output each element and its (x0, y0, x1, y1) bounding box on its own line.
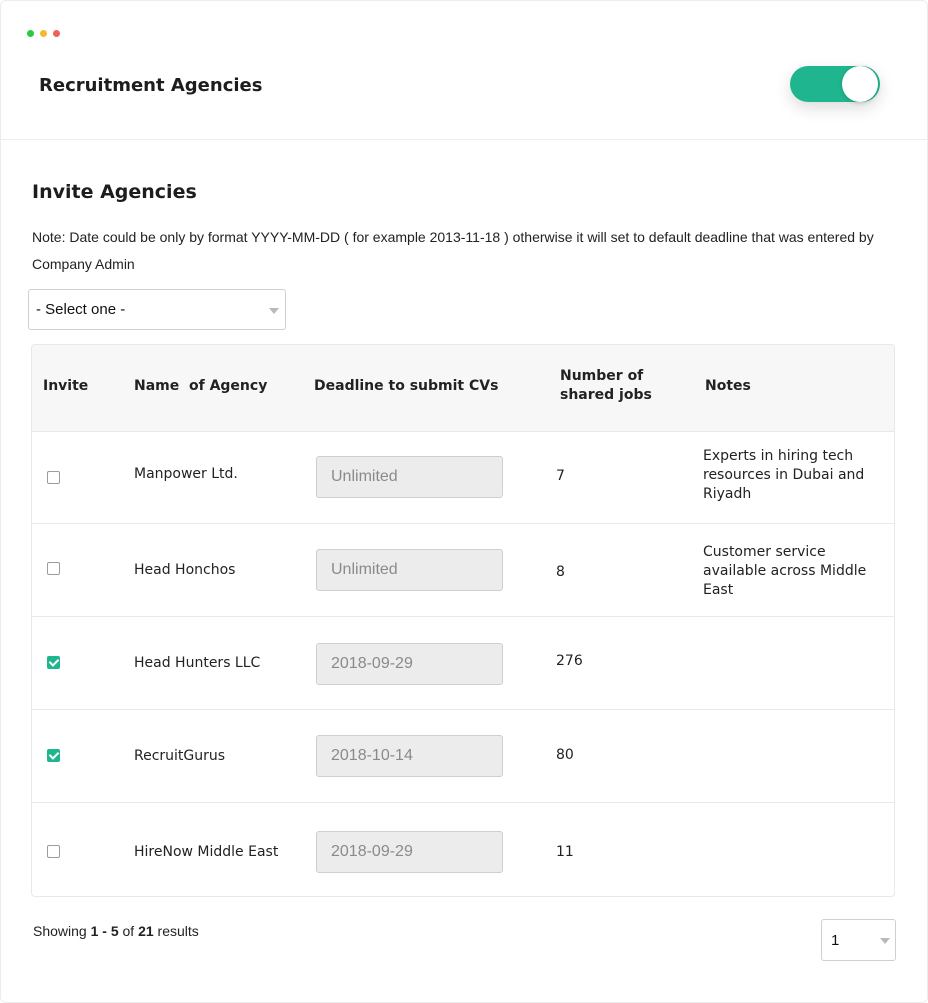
results-total: 21 (138, 923, 154, 939)
deadline-value: Unlimited (331, 468, 398, 485)
header-notes: Notes (705, 378, 751, 394)
window-minimize-dot-icon[interactable] (40, 30, 47, 37)
deadline-value: 2018-10-14 (331, 747, 413, 764)
deadline-input[interactable] (316, 735, 503, 777)
header-agency-name: Name of Agency (134, 378, 268, 394)
toggle-knob (842, 66, 878, 102)
agency-name: Head Honchos (134, 562, 236, 578)
invite-checkbox[interactable] (47, 471, 60, 484)
results-range: 1 - 5 (90, 923, 119, 939)
deadline-value: 2018-09-29 (331, 655, 413, 672)
results-summary (33, 923, 199, 939)
section-title: Invite Agencies (32, 181, 197, 203)
chevron-down-icon (269, 308, 279, 314)
agency-select-value: - Select one - (36, 301, 126, 318)
window-controls (27, 30, 60, 37)
table-row (32, 524, 894, 617)
page-select-value: 1 (831, 932, 840, 949)
shared-jobs-count: 8 (556, 564, 565, 580)
shared-jobs-count: 11 (556, 844, 574, 860)
agency-name: RecruitGurus (134, 748, 226, 764)
deadline-input[interactable] (316, 643, 503, 685)
date-format-note: Note: Date could be only by format YYYY-MM-DD ( for example 2013-11-18 ) otherwise it will set to default deadline that was entered by Company Admin (32, 229, 874, 272)
invite-checkbox[interactable] (47, 845, 60, 858)
agency-name: Manpower Ltd. (134, 466, 238, 482)
results-suffix: results (153, 923, 199, 939)
page-header (1, 1, 927, 140)
agency-name: Head Hunters LLC (134, 655, 261, 671)
invite-checkbox[interactable] (47, 562, 60, 575)
agencies-table (31, 344, 895, 897)
header-jobs-line2: shared jobs (560, 387, 652, 403)
deadline-input[interactable] (316, 831, 503, 873)
deadline-input[interactable] (316, 456, 503, 498)
results-of: of (118, 923, 139, 939)
invite-checkbox[interactable] (47, 749, 60, 762)
header-deadline: Deadline to submit CVs (314, 378, 499, 394)
deadline-value: 2018-09-29 (331, 843, 413, 860)
page-title: Recruitment Agencies (39, 75, 263, 96)
table-row (32, 617, 894, 710)
table-row (32, 803, 894, 896)
header-invite: Invite (43, 378, 89, 394)
agencies-toggle[interactable] (790, 66, 880, 102)
window-close-dot-icon[interactable] (27, 30, 34, 37)
agency-name: HireNow Middle East (134, 844, 279, 860)
results-prefix: Showing (33, 923, 91, 939)
invite-checkbox[interactable] (47, 656, 60, 669)
deadline-input[interactable] (316, 549, 503, 591)
window-maximize-dot-icon[interactable] (53, 30, 60, 37)
agency-notes: Experts in hiring tech resources in Dubai and Riyadh (703, 448, 865, 502)
chevron-down-icon (880, 938, 890, 944)
shared-jobs-count: 7 (556, 468, 565, 484)
header-jobs-line1: Number of (560, 368, 644, 384)
deadline-value: Unlimited (331, 561, 398, 578)
table-row (32, 710, 894, 803)
shared-jobs-count: 276 (556, 653, 583, 669)
page-select[interactable] (821, 919, 896, 961)
table-row (32, 431, 894, 524)
table-header (32, 345, 894, 432)
shared-jobs-count: 80 (556, 747, 574, 763)
agency-select[interactable] (28, 289, 286, 330)
agency-notes: Customer service available across Middle East (703, 544, 867, 598)
